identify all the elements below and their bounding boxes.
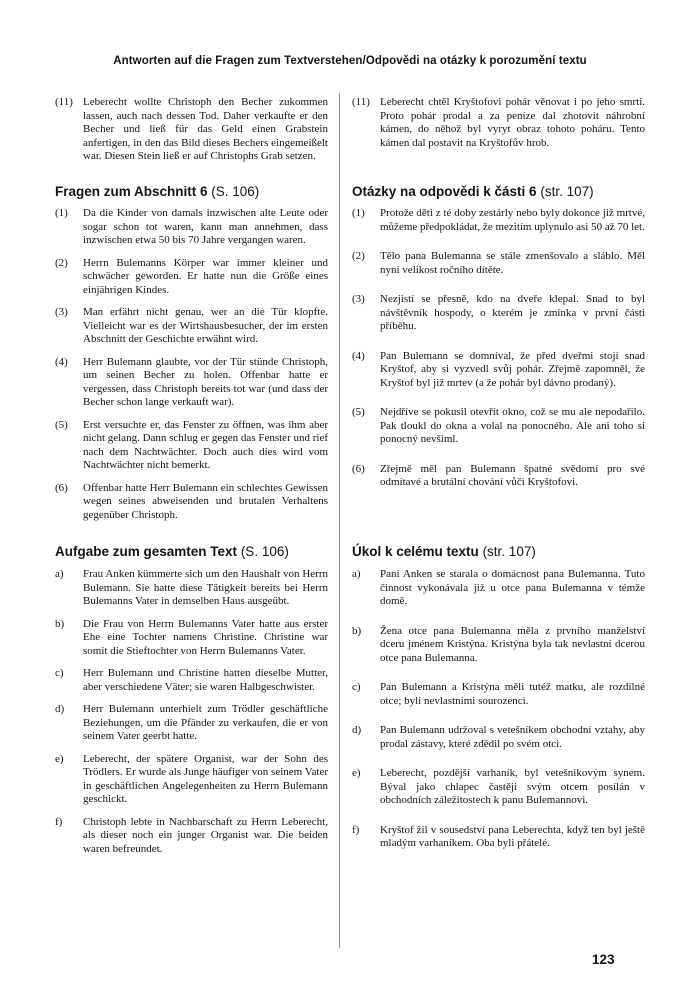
item-label: c) bbox=[55, 667, 64, 680]
page-number: 123 bbox=[592, 952, 615, 967]
list-item bbox=[352, 767, 645, 808]
section-page-ref: (S. 106) bbox=[240, 544, 289, 560]
item-label: c) bbox=[352, 681, 361, 694]
list-item bbox=[55, 419, 328, 473]
list-item bbox=[55, 618, 328, 659]
list-item bbox=[352, 406, 645, 447]
list-item bbox=[352, 724, 645, 751]
item-text: Frau Anken kümmerte sich um den Haushalt von Herrn Bulemann. Sie hatte diese Tätigkeit bereits bei Herrn Bulemanns Vater in demselben Haus ausgeübt. bbox=[83, 568, 328, 608]
list-item bbox=[352, 293, 645, 334]
item-text: Nejdříve se pokusil otevřít okno, což se mu ale nepodařilo. Pak tloukl do okna a volal na ponocného. Ale ani toho si ponocný nevšiml. bbox=[380, 406, 645, 446]
item-text: Pan Bulemann udržoval s vetešníkem obchodní vztahy, aby prodal zástavy, které zdědil po svém otci. bbox=[380, 724, 645, 750]
item-label: (3) bbox=[55, 306, 68, 319]
item-text: Protože děti z té doby zestárly nebo byly dokonce již mrtvé, můžeme předpokládat, že mezitím uplynulo asi 50 až 70 let. bbox=[380, 207, 645, 233]
item-text: Da die Kinder von damals inzwischen alte Leute oder sogar schon tot waren, kann man annehmen, dass inzwischen etwa 50 bis 70 Jahre vergangen waren. bbox=[83, 207, 328, 247]
left-section2-items bbox=[55, 568, 328, 867]
list-item bbox=[352, 681, 645, 708]
list-item bbox=[352, 350, 645, 391]
item-label: a) bbox=[352, 568, 361, 581]
left-intro-block bbox=[55, 96, 328, 184]
item-label: d) bbox=[352, 724, 362, 737]
item-text: Kryštof žil v sousedství pana Leberechta, když ten byl ještě mladým varhaníkem. Oba byli přátelé. bbox=[380, 823, 645, 850]
section-page-ref: (S. 106) bbox=[211, 183, 260, 199]
list-item bbox=[55, 568, 328, 609]
list-item bbox=[55, 207, 328, 248]
right-section1-heading bbox=[352, 184, 645, 208]
item-text: Žena otce pana Bulemanna měla z prvního manželství dceru jménem Kristýna. Kristýna byla tak nevlastní dcerou otce pana Bulemanna. bbox=[380, 624, 645, 664]
item-text: Leberecht, pozdější varhaník, byl vetešníkovým synem. Býval jako chlapec častěji svým otcem posílán v obchodních záležitostech k panu Bulemannovi. bbox=[380, 767, 645, 807]
right-intro-block bbox=[352, 96, 645, 184]
page-content bbox=[55, 96, 645, 867]
running-head-title: Antworten auf die Fragen zum Textverstehen/Odpovědi na otázky k porozumění textu bbox=[113, 55, 587, 67]
item-label: f) bbox=[55, 815, 63, 828]
item-label: (6) bbox=[352, 462, 365, 475]
item-text: Die Frau von Herrn Bulemanns Vater hatte aus erster Ehe eine Tochter namens Christine. Christine war somit die Stieftochter von Herrn Bulemanns Vater. bbox=[83, 617, 328, 657]
item-text: Leberecht wollte Christoph den Becher zukommen lassen, auch nach dessen Tod. Daher verkaufte er den Becher und ließ für das Geld einen Grabstein anfertigen, in den das Bild dieses Bechers eingemeißelt war. Diesen Stein ließ er auf Christophs Grab setzen. bbox=[83, 96, 328, 162]
item-label: (1) bbox=[55, 207, 68, 220]
list-item bbox=[352, 96, 645, 150]
list-item bbox=[55, 703, 328, 744]
item-label: f) bbox=[352, 823, 360, 836]
list-item bbox=[55, 816, 328, 857]
list-item bbox=[55, 753, 328, 807]
item-text: Herr Bulemann glaubte, vor der Tür stünde Christoph, um seinen Becher zu holen. Offenbar hatte er vergessen, dass Christoph bereits tot war (und dass der Becher schon lange verkauft war). bbox=[83, 355, 328, 409]
right-section1-items bbox=[352, 207, 645, 531]
list-item bbox=[352, 250, 645, 277]
item-text: Erst versuchte er, das Fenster zu öffnen, was ihm aber nicht gelang. Dann schlug er gegen das Fenster und rief nach dem Nachtwächter. Doch auch dies wird vom Nachtwächter nicht bemerkt. bbox=[83, 418, 328, 472]
item-text: Leberecht, der spätere Organist, war der Sohn des Trödlers. Er wurde als Junge häufiger von seinem Vater in geschäftlichen Angelegenheiten zu Herrn Bulemann geschickt. bbox=[83, 752, 328, 806]
item-text: Man erfährt nicht genau, wer an die Tür klopfte. Vielleicht war es der Wirtshausbesucher, der im ersten Abschnitt der Geschichte erwähnt wird. bbox=[83, 306, 328, 346]
section-title: Aufgabe zum gesamten Text bbox=[55, 544, 238, 560]
list-item bbox=[55, 257, 328, 298]
item-label: (2) bbox=[352, 250, 365, 263]
item-label: e) bbox=[55, 752, 64, 765]
item-label: b) bbox=[55, 617, 65, 630]
item-text: Herr Bulemann und Christine hatten dieselbe Mutter, aber verschiedene Väter; sie waren Halbgeschwister. bbox=[83, 667, 328, 693]
item-text: Tělo pana Bulemanna se stále zmenšovalo a sláblo. Měl nyní velikost ročního dítěte. bbox=[380, 250, 645, 276]
list-item bbox=[352, 463, 645, 490]
item-label: (11) bbox=[352, 96, 370, 108]
item-label: b) bbox=[352, 624, 362, 637]
right-section2-items bbox=[352, 568, 645, 867]
item-text: Nezjistí se přesně, kdo na dveře klepal. Snad to byl návštěvník hospody, o kterém je zmínka v první části příběhu. bbox=[380, 293, 645, 333]
section-title: Fragen zum Abschnitt 6 bbox=[55, 183, 208, 199]
list-item bbox=[352, 625, 645, 666]
item-text: Zřejmě měl pan Bulemann špatné svědomí pro své odmítavé a brutální chování vůči Kryštofovi. bbox=[380, 462, 645, 489]
item-label: (6) bbox=[55, 481, 68, 494]
item-text: Offenbar hatte Herr Bulemann ein schlechtes Gewissen wegen seines abweisenden und brutalen Verhaltens gegenüber Christoph. bbox=[83, 481, 328, 521]
item-text: Paní Anken se starala o domácnost pana Bulemanna. Tuto činnost vykonávala již u otce pana Bulemanna v témže domě. bbox=[380, 568, 645, 608]
section-page-ref: (str. 107) bbox=[482, 544, 536, 560]
left-section1-items bbox=[55, 207, 328, 531]
list-item bbox=[352, 207, 645, 234]
list-item bbox=[55, 667, 328, 694]
item-text: Christoph lebte in Nachbarschaft zu Herrn Leberecht, als dieser noch ein junger Organist war. Die beiden waren befreundet. bbox=[83, 815, 328, 855]
item-label: (4) bbox=[352, 349, 365, 362]
item-text: Pan Bulemann a Kristýna měli tutéž matku, ale rozdílné otce; byli nevlastními sourozenci. bbox=[380, 681, 645, 707]
item-text: Leberecht chtěl Kryštofovi pohár věnovat i po jeho smrti. Proto pohár prodal a za peníze dal zhotovit náhrobní kámen, do něhož byl vyryt obraz tohoto poháru. Tento kámen dal postavit na Kryštofův hrob. bbox=[380, 96, 645, 149]
list-item bbox=[55, 356, 328, 410]
item-label: (1) bbox=[352, 207, 365, 220]
item-label: (5) bbox=[55, 418, 68, 431]
section-title: Otázky na odpovědi k části 6 bbox=[352, 183, 537, 199]
section-page-ref: (str. 107) bbox=[540, 183, 594, 199]
left-section2-heading bbox=[55, 531, 328, 568]
list-item bbox=[352, 824, 645, 851]
item-label: (5) bbox=[352, 406, 365, 419]
right-section2-heading bbox=[352, 531, 645, 568]
list-item bbox=[55, 96, 328, 164]
item-text: Pan Bulemann se domníval, že před dveřmi stojí snad Kryštof, aby si vyzvedl svůj pohár. Zřejmě zapomněl, že Kryštof byl již mrtev (a že pohár byl dávno prodaný). bbox=[380, 349, 645, 389]
list-item bbox=[55, 482, 328, 523]
item-label: (11) bbox=[55, 96, 73, 108]
item-label: a) bbox=[55, 568, 64, 581]
section-title: Úkol k celému textu bbox=[352, 544, 479, 560]
item-text: Herr Bulemann unterhielt zum Trödler geschäftliche Beziehungen, um die Pfänder zu verkaufen, die er von seinem Vater geerbt hatte. bbox=[83, 703, 328, 743]
left-section1-heading bbox=[55, 184, 328, 208]
item-label: e) bbox=[352, 767, 361, 780]
item-label: (4) bbox=[55, 355, 68, 368]
item-label: (2) bbox=[55, 256, 68, 269]
item-label: (3) bbox=[352, 293, 365, 306]
item-text: Herrn Bulemanns Körper war immer kleiner und schwächer geworden. Er hatte nun die Größe eines einjährigen Kindes. bbox=[83, 256, 328, 296]
list-item bbox=[55, 306, 328, 347]
item-label: d) bbox=[55, 703, 65, 716]
list-item bbox=[352, 568, 645, 609]
